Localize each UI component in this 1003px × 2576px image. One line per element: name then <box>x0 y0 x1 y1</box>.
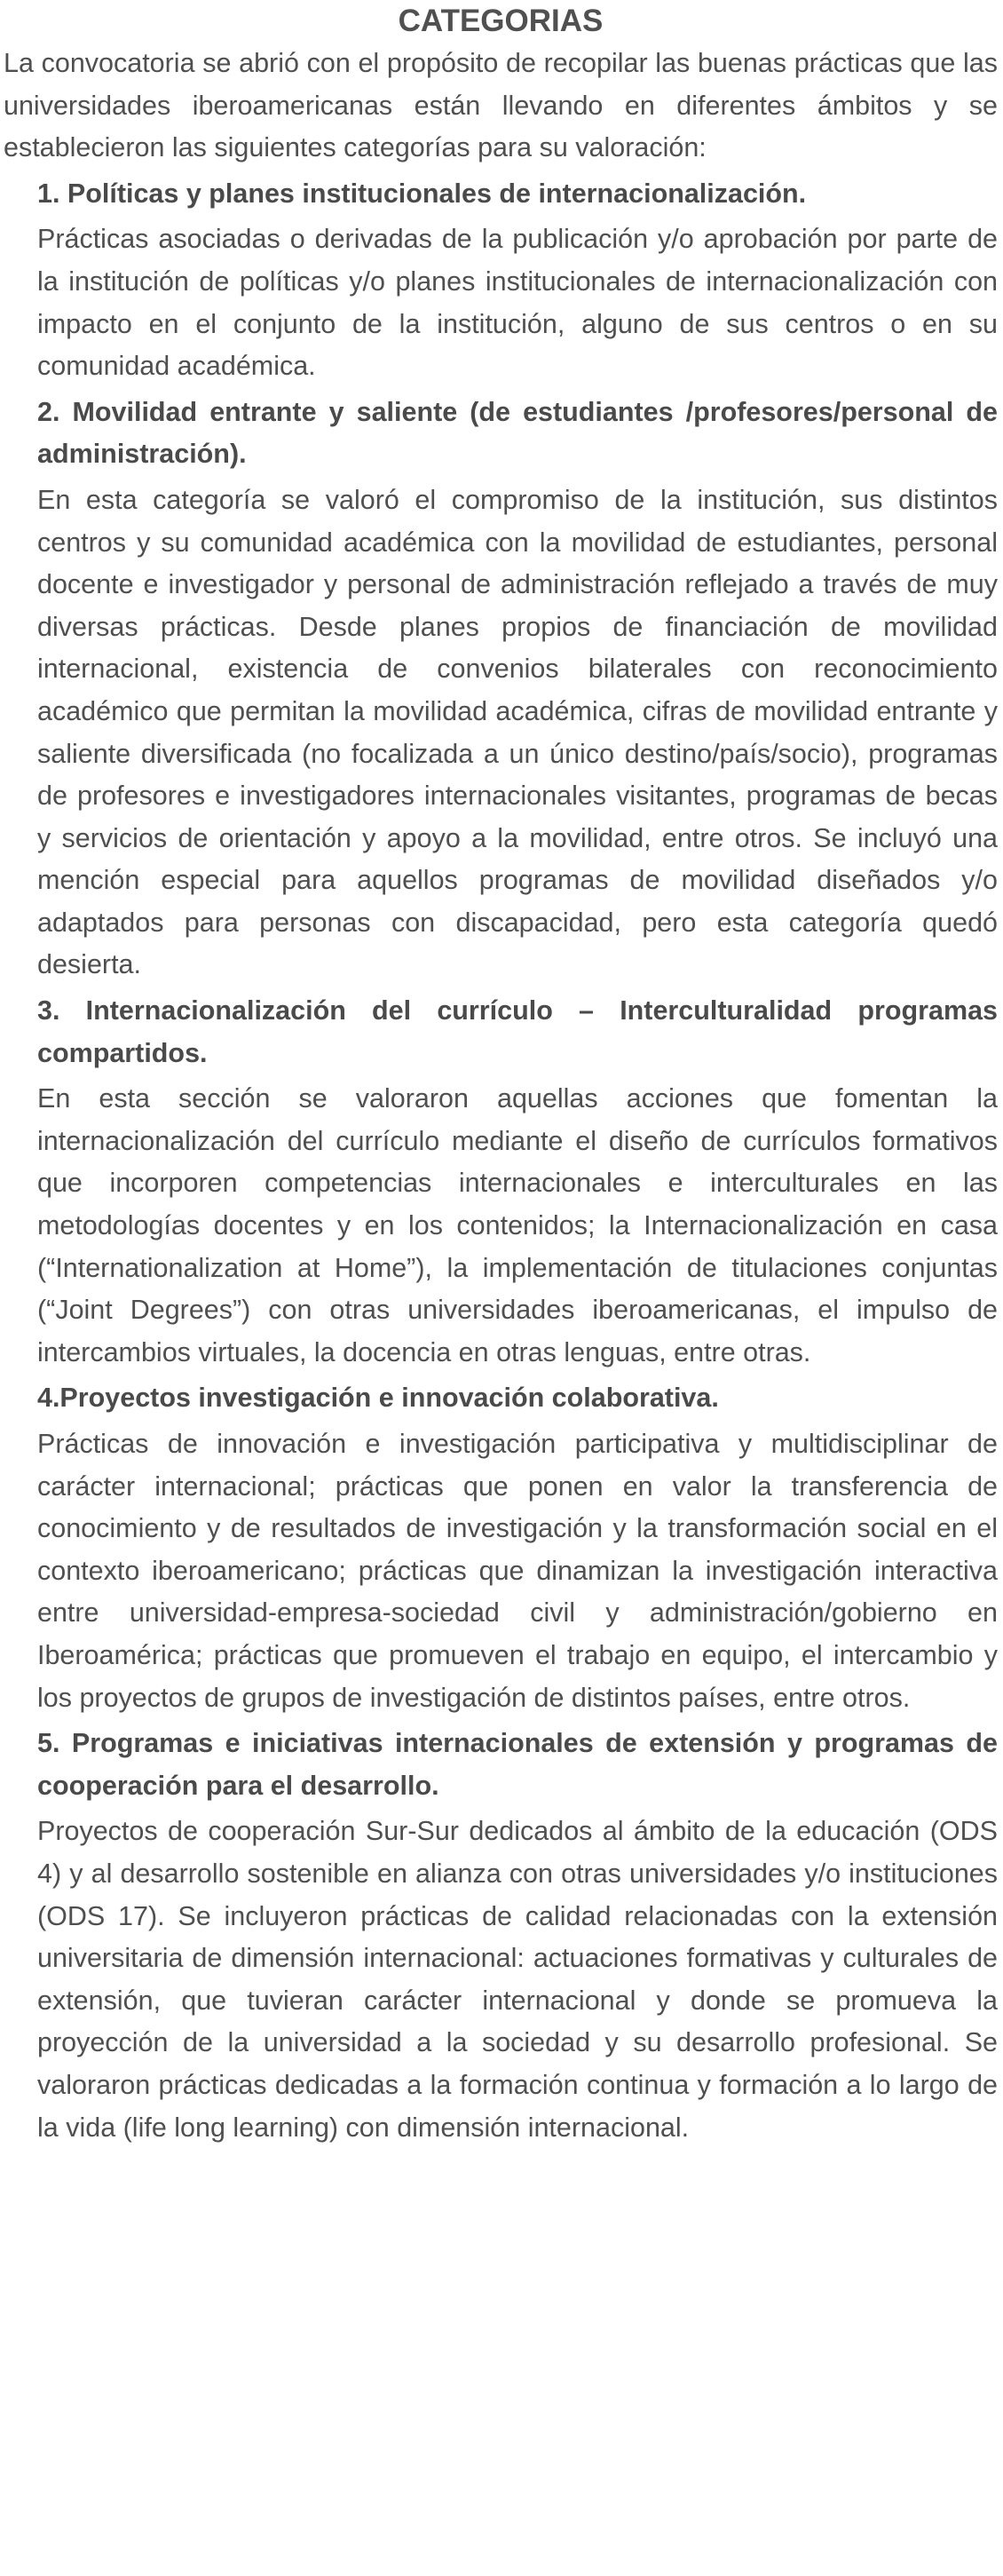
category-investigacion <box>4 1377 998 1719</box>
category-description: Proyectos de cooperación Sur-Sur dedicados al ámbito de la educación (ODS 4) y al desarrollo sostenible en alianza con otras universidades y/o instituciones (ODS 17). Se incluyeron prácticas de calidad relacionadas con la extensión universitaria de dimensión internacional: actuaciones formativas y culturales de extensión, que tuvieran carácter internacional y donde se promueva la proyección de la universidad a la sociedad y su desarrollo profesional. Se valoraron prácticas dedicadas a la formación continua y formación a lo largo de la vida (life long learning) con dimensión internacional. <box>37 1816 998 2143</box>
category-heading: 5. Programas e iniciativas internacionales de extensión y programas de cooperación para el desarrollo. <box>37 1728 998 1801</box>
category-movilidad <box>4 392 998 987</box>
category-heading: 2. Movilidad entrante y saliente (de estudiantes /profesores/personal de administración). <box>37 396 998 470</box>
category-politicas <box>4 173 998 388</box>
category-description: En esta categoría se valoró el compromiso de la institución, sus distintos centros y su comunidad académica con la movilidad de estudiantes, personal docente e investigador y personal de administración reflejado a través de muy diversas prácticas. Desde planes propios de financiación de movilidad internacional, existencia de convenios bilaterales con reconocimiento académico que permitan la movilidad académica, cifras de movilidad entrante y saliente diversificada (no focalizada a un único destino/país/socio), programas de profesores e investigadores internacionales visitantes, programas de becas y servicios de orientación y apoyo a la movilidad, entre otros. Se incluyó una mención especial para aquellos programas de movilidad diseñados y/o adaptados para personas con discapacidad, pero esta categoría quedó desierta. <box>37 484 998 980</box>
page-title: CATEGORIAS <box>398 4 604 38</box>
category-heading: 1. Políticas y planes institucionales de internacionalización. <box>37 178 807 209</box>
category-curriculo <box>4 990 998 1374</box>
category-heading: 4.Proyectos investigación e innovación colaborativa. <box>37 1383 719 1414</box>
document-page <box>0 1 1003 2149</box>
category-heading: 3. Internacionalización del currículo – Interculturalidad programas compartidos. <box>37 995 998 1068</box>
intro-paragraph: La convocatoria se abrió con el propósito de recopilar las buenas prácticas que las universidades iberoamericanas están llevando en diferentes ámbitos y se establecieron las siguientes categorías para su valoración: <box>4 48 998 163</box>
category-extension <box>4 1723 998 2149</box>
category-description: Prácticas asociadas o derivadas de la publicación y/o aprobación por parte de la institución de políticas y/o planes institucionales de internacionalización con impacto en el conjunto de la institución, alguno de sus centros o en su comunidad académica. <box>37 224 998 382</box>
category-description: En esta sección se valoraron aquellas acciones que fomentan la internacionalización del currículo mediante el diseño de currículos formativos que incorporen competencias internacionales e interculturales en las metodologías docentes y en los contenidos; la Internacionalización en casa (“Internationalization at Home”), la implementación de titulaciones conjuntas (“Joint Degrees”) con otras universidades iberoamericanas, el impulso de intercambios virtuales, la docencia en otras lenguas, entre otras. <box>37 1083 998 1367</box>
category-description: Prácticas de innovación e investigación participativa y multidisciplinar de carácter internacional; prácticas que ponen en valor la transferencia de conocimiento y de resultados de investigación y la transformación social en el contexto iberoamericano; prácticas que dinamizan la investigación interactiva entre universidad-empresa-sociedad civil y administración/gobierno en Iberoamérica; prácticas que promueven el trabajo en equipo, el intercambio y los proyectos de grupos de investigación de distintos países, entre otros. <box>37 1429 998 1713</box>
